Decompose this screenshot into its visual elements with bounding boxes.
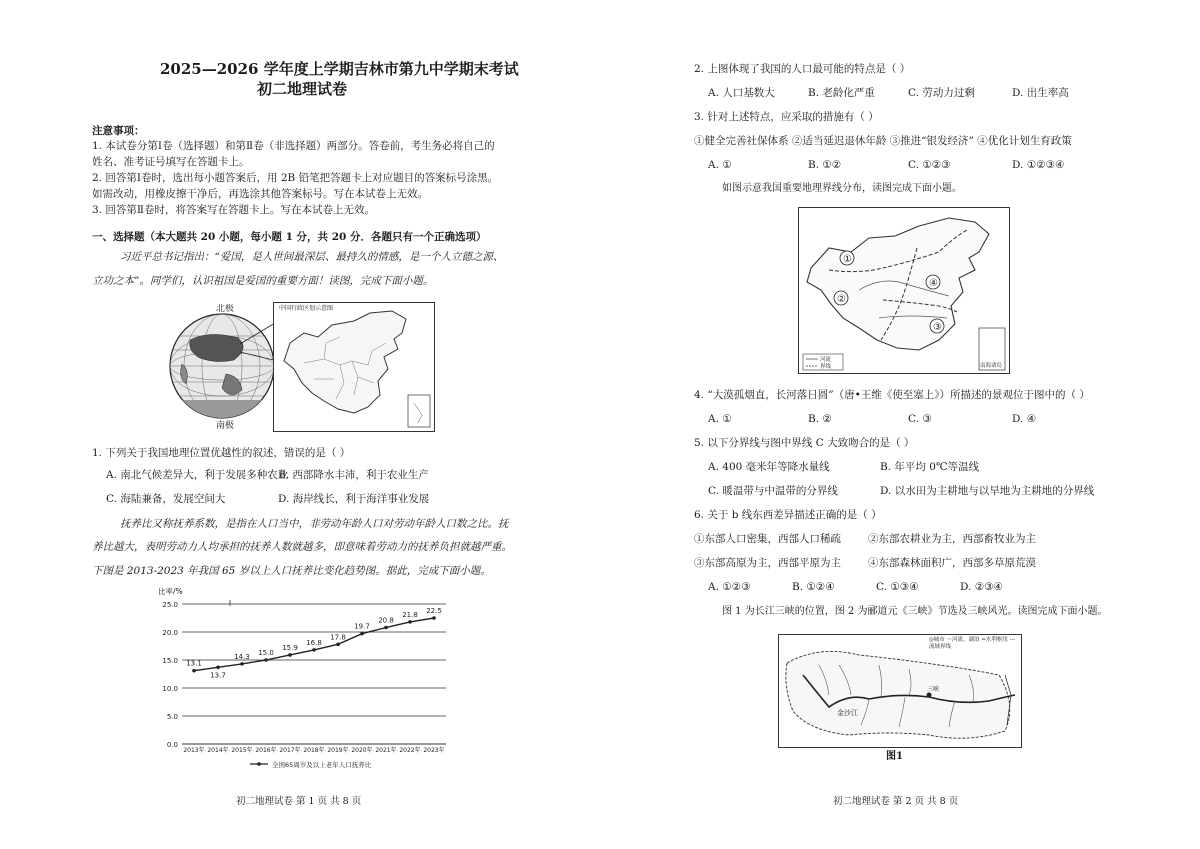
data-point: [288, 653, 292, 657]
y-tick-label: 25.0: [162, 601, 178, 609]
globe-figure: [160, 304, 290, 432]
question-6: 6. 关于 b 线东西差异描述正确的是（ ）: [694, 509, 882, 521]
notice-line: 3. 回答第Ⅱ卷时，将答案写在答题卡上。写在本试卷上无效。: [92, 204, 375, 216]
fig1-caption: 图1: [886, 751, 903, 762]
q2-option-c[interactable]: C. 劳动力过剩: [908, 87, 975, 99]
q6-item: ③东部高原为主，西部平原为主: [694, 557, 841, 569]
y-tick-label: 0.0: [166, 741, 178, 749]
data-point: [216, 665, 220, 669]
data-point: [264, 658, 268, 662]
x-tick-label: 2022年: [399, 747, 421, 754]
intro-paragraph: 如图示意我国重要地理界线分布，读图完成下面小题。: [722, 183, 962, 194]
data-point: [360, 632, 364, 636]
y-tick-label: 15.0: [162, 657, 178, 665]
jinsha-river-label: 金沙江: [837, 709, 858, 717]
q2-option-a[interactable]: A. 人口基数大: [708, 87, 775, 99]
china-map-outline: [274, 303, 434, 431]
legend-boundary: 界线: [820, 364, 832, 370]
question-2: 2. 上图体现了我国的人口最可能的特点是（ ）: [694, 63, 911, 75]
notice-line: 姓名、准考证号填写在答题卡上。: [92, 156, 250, 168]
q5-option-a[interactable]: A. 400 毫米年等降水量线: [708, 461, 830, 473]
data-label: 16.8: [306, 638, 322, 647]
data-point: [240, 662, 244, 666]
north-pole-label: 北极: [216, 304, 235, 314]
x-tick-label: 2013年: [183, 747, 205, 754]
q4-option-c[interactable]: C. ③: [908, 413, 932, 425]
exam-subtitle: 初二地理试卷: [257, 80, 348, 98]
q1-option-d[interactable]: D. 海岸线长，利于海洋事业发展: [278, 493, 430, 505]
q1-option-c[interactable]: C. 海陆兼备，发展空间大: [106, 493, 226, 505]
data-point: [384, 626, 388, 630]
data-point: [192, 669, 196, 673]
data-label: 21.8: [402, 610, 418, 619]
china-boundary-map: [798, 207, 1010, 374]
region-label-1: ①: [843, 254, 852, 265]
q1-option-a[interactable]: A. 南北气候差异大，利于发展多种农业: [106, 469, 289, 481]
q6-item: ④东部森林面积广，西部多草原荒漠: [868, 557, 1036, 569]
data-label: 22.5: [426, 607, 442, 615]
intro-paragraph: 习近平总书记指出：“爱国，是人世间最深层、最持久的情感，是一个人立德之源、: [120, 251, 504, 263]
q6-option-d[interactable]: D. ②③④: [960, 581, 1003, 593]
data-label: 19.7: [354, 622, 370, 631]
data-label: 13.1: [186, 659, 202, 668]
intro-paragraph: 立功之本”。同学们，认识祖国是爱国的重要方面！读图，完成下面小题。: [92, 275, 434, 287]
q5-option-d[interactable]: D. 以水田为主耕地与以旱地为主耕地的分界线: [880, 485, 1095, 497]
q3-option-c[interactable]: C. ①②③: [908, 159, 951, 171]
question-1: 1. 下列关于我国地理位置优越性的叙述，错误的是（ ）: [92, 447, 351, 459]
x-tick-label: 2015年: [231, 747, 253, 754]
question-3: 3. 针对上述特点，应采取的措施有（ ）: [694, 111, 879, 123]
q4-option-d[interactable]: D. ④: [1012, 413, 1037, 425]
notice-title: 注意事项：: [92, 125, 145, 137]
page-footer: 初二地理试卷 第 1 页 共 8 页: [236, 796, 362, 807]
south-pole-label: 南极: [216, 421, 235, 431]
map-title: 中国行政区划示意图: [279, 305, 334, 312]
china-admin-map: [273, 302, 435, 432]
q6-item: ①东部人口密集，西部人口稀疏: [694, 533, 841, 545]
data-label: 17.8: [330, 633, 346, 642]
x-tick-label: 2021年: [375, 747, 397, 754]
intro-paragraph: 图 1 为长江三峡的位置，图 2 为郦道元《三峡》节选及三峡风光。读图完成下面小题。: [722, 606, 1108, 617]
x-tick-label: 2019年: [327, 747, 349, 754]
y-tick-label: 5.0: [166, 713, 178, 721]
q4-option-a[interactable]: A. ①: [708, 413, 732, 425]
q1-option-b[interactable]: B. 西部降水丰沛，利于农业生产: [278, 469, 429, 481]
q6-option-b[interactable]: B. ①②④: [792, 581, 835, 593]
notice-line: 如需改动，用橡皮擦干净后，再选涂其他答案标号。写在本试卷上无效。: [92, 188, 428, 200]
data-label: 13.7: [210, 671, 226, 680]
q4-option-b[interactable]: B. ②: [808, 413, 832, 425]
section-heading: 一、选择题（本大题共 20 小题，每小题 1 分，共 20 分．各题只有一个正确选项）: [92, 231, 487, 243]
exam-title: 2025—2026 学年度上学期吉林市第九中学期末考试: [160, 60, 519, 78]
data-label: 15.9: [282, 643, 298, 652]
data-point: [408, 620, 412, 624]
legend-river: 河流: [820, 357, 832, 363]
data-label: 14.3: [234, 652, 250, 661]
region-label-2: ②: [837, 294, 846, 305]
intro-paragraph: 下图是 2013-2023 年我国 65 岁以上人口抚养比变化趋势图。据此，完成下面小题。: [92, 565, 491, 577]
q5-option-b[interactable]: B. 年平均 0℃等温线: [880, 461, 980, 473]
legend-label: 全国65周岁及以上老年人口抚养比: [272, 761, 372, 769]
data-point: [336, 643, 340, 647]
intro-paragraph: 养比越大，表明劳动力人均承担的抚养人数就越多，即意味着劳动力的抚养负担就越严重。: [92, 541, 512, 553]
q6-option-a[interactable]: A. ①②③: [708, 581, 751, 593]
yangtze-basin-outline: [779, 635, 1021, 747]
china-map-outline: [799, 208, 1009, 373]
region-label-3: ③: [933, 322, 942, 333]
q3-option-d[interactable]: D. ①②③④: [1012, 159, 1065, 171]
region-label-4: ④: [929, 278, 938, 289]
q3-option-b[interactable]: B. ①②: [808, 159, 842, 171]
q2-option-b[interactable]: B. 老龄化严重: [808, 87, 875, 99]
y-tick-label: 20.0: [162, 629, 178, 637]
data-point: [312, 648, 316, 652]
q2-option-d[interactable]: D. 出生率高: [1012, 87, 1069, 99]
inset-label: 南海诸岛: [980, 363, 1003, 369]
three-gorges-map: [778, 634, 1022, 748]
x-tick-label: 2020年: [351, 747, 373, 754]
chart-ylabel: 比率/%: [158, 587, 183, 596]
q3-option-a[interactable]: A. ①: [708, 159, 732, 171]
intro-paragraph: 抚养比又称抚养系数，是指在人口当中，非劳动年龄人口对劳动年龄人口数之比。抚: [120, 518, 509, 530]
fig1-legend: ◎城市 ～河流、湖泊 ≈水利枢纽 ---流域界线: [929, 637, 1016, 650]
q6-option-c[interactable]: C. ①③④: [876, 581, 919, 593]
dependency-ratio-chart: [150, 584, 450, 774]
data-label: 20.8: [378, 616, 394, 625]
y-tick-label: 10.0: [162, 685, 178, 693]
data-point: [432, 616, 436, 620]
notice-line: 2. 回答第Ⅰ卷时，选出每小题答案后，用 2B 铅笔把答题卡上对应题目的答案标号涂黑。: [92, 172, 499, 184]
notice-line: 1. 本试卷分第Ⅰ卷（选择题）和第Ⅱ卷（非选择题）两部分。答卷前，考生务必将自己的: [92, 140, 495, 152]
q5-option-c[interactable]: C. 暖温带与中温带的分界线: [708, 485, 838, 497]
question-4: 4. “大漠孤烟直，长河落日圆”（唐•王维《使至塞上》）所描述的景观位于图中的（ ）: [694, 389, 1090, 401]
question-5: 5. 以下分界线与图中界线 C 大致吻合的是（ ）: [694, 437, 915, 449]
x-tick-label: 2014年: [207, 747, 229, 754]
data-label: 15.0: [258, 649, 274, 657]
x-tick-label: 2023年: [423, 747, 445, 754]
q3-items: ①健全完善社保体系 ②适当延迟退休年龄 ③推进“银发经济” ④优化计划生育政策: [694, 135, 1072, 147]
x-tick-label: 2017年: [279, 747, 301, 754]
x-tick-label: 2018年: [303, 747, 325, 754]
x-tick-label: 2016年: [255, 747, 277, 754]
q6-item: ②东部农耕业为主，西部畜牧业为主: [868, 533, 1036, 545]
three-gorges-label: 三峡: [927, 686, 940, 693]
page-footer: 初二地理试卷 第 2 页 共 8 页: [833, 796, 959, 807]
